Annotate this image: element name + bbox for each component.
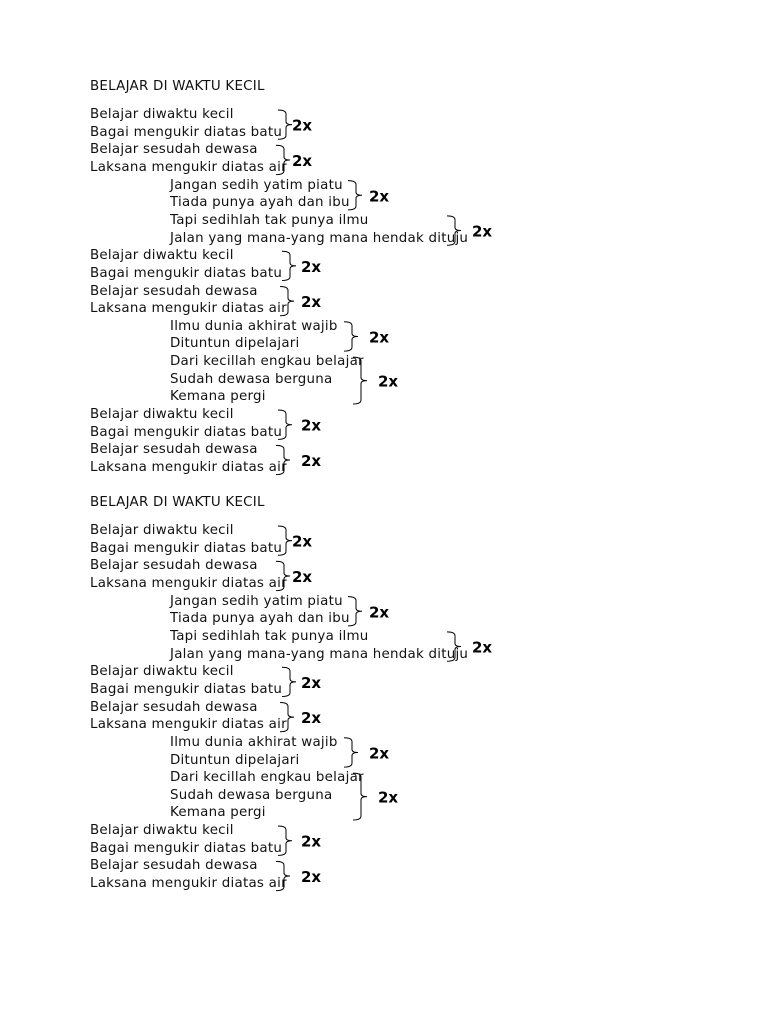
lyric-line: Ilmu dunia akhirat wajib: [170, 318, 338, 334]
repeat-mark-label: 2x: [378, 788, 399, 807]
repeat-mark-label: 2x: [301, 832, 322, 851]
lyric-line: Kemana pergi: [170, 805, 266, 821]
lyric-line: Laksana mengukir diatas air: [90, 876, 287, 891]
repeat-mark-label: 2x: [301, 709, 322, 728]
repeat-mark-label: 2x: [369, 603, 390, 622]
lyric-line: Dari kecillah engkau belajar: [170, 770, 364, 786]
lyric-line: Belajar sesudah dewasa: [90, 858, 258, 874]
lyric-line: Belajar sesudah dewasa: [90, 283, 258, 299]
repeat-mark-label: 2x: [301, 673, 322, 692]
repeat-mark-label: 2x: [369, 328, 390, 347]
repeat-mark-label: 2x: [292, 116, 313, 135]
lyric-line: Belajar sesudah dewasa: [90, 442, 258, 458]
repeat-mark-label: 2x: [301, 452, 322, 470]
lyric-line: Belajar diwaktu kecil: [90, 407, 234, 422]
repeat-mark-label: 2x: [369, 744, 390, 763]
lyric-line: Belajar diwaktu kecil: [90, 107, 234, 122]
lyric-line: Bagai mengukir diatas batu: [90, 124, 283, 140]
repeat-mark-label: 2x: [301, 257, 322, 276]
repeat-brace: [282, 251, 296, 280]
lyric-line: Kemana pergi: [170, 389, 266, 405]
lyric-line: Laksana mengukir diatas air: [90, 301, 287, 317]
repeat-brace: [280, 287, 294, 316]
lyric-line: Jalan yang mana-yang mana hendak dituju: [170, 646, 469, 662]
song-title: BELAJAR DI WAKTU KECIL: [90, 79, 265, 94]
lyric-line: Jalan yang mana-yang mana hendak dituju: [170, 230, 469, 246]
repeat-mark-label: 2x: [472, 222, 493, 241]
lyric-line: Laksana mengukir diatas air: [90, 460, 287, 475]
repeat-brace: [447, 216, 461, 245]
repeat-brace: [344, 322, 358, 351]
lyric-line: Dituntun dipelajari: [170, 752, 300, 768]
repeat-mark-label: 2x: [301, 293, 322, 312]
repeat-mark-label: 2x: [301, 868, 322, 886]
repeat-mark-label: 2x: [292, 532, 313, 551]
repeat-brace: [348, 597, 362, 626]
lyric-line: Laksana mengukir diatas air: [90, 576, 287, 591]
repeat-brace: [344, 738, 358, 767]
lyric-line: Belajar sesudah dewasa: [90, 142, 258, 158]
lyric-line: Laksana mengukir diatas air: [90, 159, 287, 175]
repeat-brace: [276, 561, 290, 590]
lyric-line: Jangan sedih yatim piatu: [170, 593, 343, 609]
lyric-line: Bagai mengukir diatas batu: [90, 840, 283, 856]
lyric-line: Ilmu dunia akhirat wajib: [170, 734, 338, 750]
repeat-mark-label: 2x: [369, 187, 390, 206]
lyric-line: Belajar diwaktu kecil: [90, 248, 234, 264]
lyric-line: Tiada punya ayah dan ibu: [170, 611, 350, 627]
lyric-line: Belajar diwaktu kecil: [90, 664, 234, 680]
repeat-brace: [353, 357, 367, 404]
lyric-line: Dari kecillah engkau belajar: [170, 354, 364, 370]
repeat-brace: [278, 826, 292, 855]
repeat-brace: [348, 181, 362, 210]
lyric-line: Belajar sesudah dewasa: [90, 558, 258, 574]
repeat-brace: [276, 861, 290, 890]
lyric-line: Sudah dewasa berguna: [170, 787, 333, 803]
song-title: BELAJAR DI WAKTU KECIL: [90, 495, 265, 510]
repeat-brace: [282, 667, 296, 696]
lyric-line: Tiada punya ayah dan ibu: [170, 195, 350, 211]
lyric-line: Bagai mengukir diatas batu: [90, 265, 283, 281]
repeat-brace: [276, 145, 290, 174]
repeat-mark-label: 2x: [378, 372, 399, 391]
lyric-line: Jangan sedih yatim piatu: [170, 177, 343, 193]
lyric-line: Belajar diwaktu kecil: [90, 823, 234, 838]
lyric-line: Tapi sedihlah tak punya ilmu: [170, 628, 369, 644]
lyric-line: Tapi sedihlah tak punya ilmu: [170, 212, 369, 228]
repeat-brace: [447, 632, 461, 661]
repeat-brace: [353, 773, 367, 820]
lyric-line: Bagai mengukir diatas batu: [90, 424, 283, 440]
repeat-brace: [278, 410, 292, 439]
repeat-brace: [278, 110, 292, 139]
repeat-mark-label: 2x: [472, 638, 493, 657]
lyric-line: Sudah dewasa berguna: [170, 371, 333, 387]
lyric-line: Laksana mengukir diatas air: [90, 717, 287, 733]
repeat-mark-label: 2x: [301, 416, 322, 435]
lyric-line: Belajar diwaktu kecil: [90, 523, 234, 538]
repeat-mark-label: 2x: [292, 151, 313, 170]
repeat-mark-label: 2x: [292, 567, 313, 586]
lyric-line: Belajar sesudah dewasa: [90, 699, 258, 715]
repeat-brace: [278, 526, 292, 555]
lyric-line: Dituntun dipelajari: [170, 336, 300, 352]
lyric-line: Bagai mengukir diatas batu: [90, 540, 283, 556]
lyric-line: Bagai mengukir diatas batu: [90, 681, 283, 697]
repeat-brace: [276, 445, 290, 474]
repeat-brace: [280, 703, 294, 732]
